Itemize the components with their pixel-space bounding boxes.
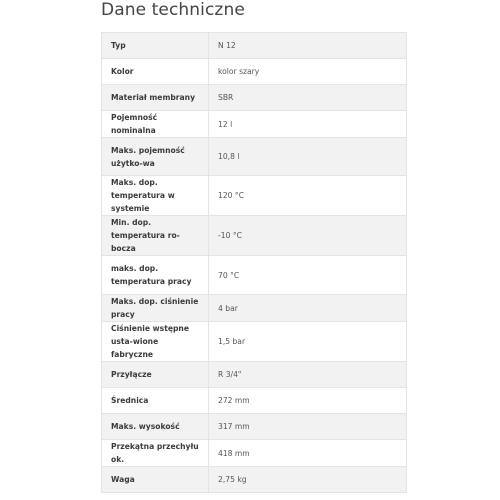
spec-label: Maks. wysokość — [102, 414, 209, 440]
spec-label: Materiał membrany — [102, 85, 209, 111]
spec-label: Maks. pojemność użytko-wa — [102, 138, 209, 176]
spec-row — [102, 440, 407, 467]
spec-value: N 12 — [209, 33, 407, 59]
spec-row — [102, 111, 407, 138]
spec-row — [102, 295, 407, 322]
spec-label: Średnica — [102, 388, 209, 414]
spec-row — [102, 176, 407, 216]
spec-row — [102, 85, 407, 111]
spec-label: Ciśnienie wstępne usta-wione fabryczne — [102, 322, 209, 362]
spec-label: Waga — [102, 467, 209, 493]
spec-table-body — [102, 33, 407, 493]
spec-value: 12 l — [209, 111, 407, 138]
spec-label: Kolor — [102, 59, 209, 85]
spec-value: 70 °C — [209, 256, 407, 295]
spec-row — [102, 138, 407, 176]
spec-row — [102, 362, 407, 388]
spec-row — [102, 256, 407, 295]
section-title: Dane techniczne — [101, 0, 245, 20]
spec-label: maks. dop. temperatura pracy — [102, 256, 209, 295]
spec-value: 4 bar — [209, 295, 407, 322]
spec-value: 272 mm — [209, 388, 407, 414]
spec-label: Przyłącze — [102, 362, 209, 388]
spec-value: 2,75 kg — [209, 467, 407, 493]
spec-row — [102, 414, 407, 440]
spec-row — [102, 388, 407, 414]
spec-value: 317 mm — [209, 414, 407, 440]
spec-label: Maks. dop. temperatura w systemie — [102, 176, 209, 216]
spec-row — [102, 33, 407, 59]
spec-value: 120 °C — [209, 176, 407, 216]
spec-label: Typ — [102, 33, 209, 59]
spec-value: R 3/4" — [209, 362, 407, 388]
spec-value: kolor szary — [209, 59, 407, 85]
spec-row — [102, 59, 407, 85]
spec-table — [101, 32, 407, 493]
spec-label: Przekątna przechyłu ok. — [102, 440, 209, 467]
spec-value: 1,5 bar — [209, 322, 407, 362]
spec-label: Maks. dop. ciśnienie pracy — [102, 295, 209, 322]
spec-row — [102, 467, 407, 493]
spec-label: Pojemność nominalna — [102, 111, 209, 138]
spec-label: Min. dop. temperatura ro-bocza — [102, 216, 209, 256]
spec-value: 418 mm — [209, 440, 407, 467]
spec-row — [102, 322, 407, 362]
spec-value: 10,8 l — [209, 138, 407, 176]
spec-value: SBR — [209, 85, 407, 111]
spec-value: -10 °C — [209, 216, 407, 256]
spec-row — [102, 216, 407, 256]
